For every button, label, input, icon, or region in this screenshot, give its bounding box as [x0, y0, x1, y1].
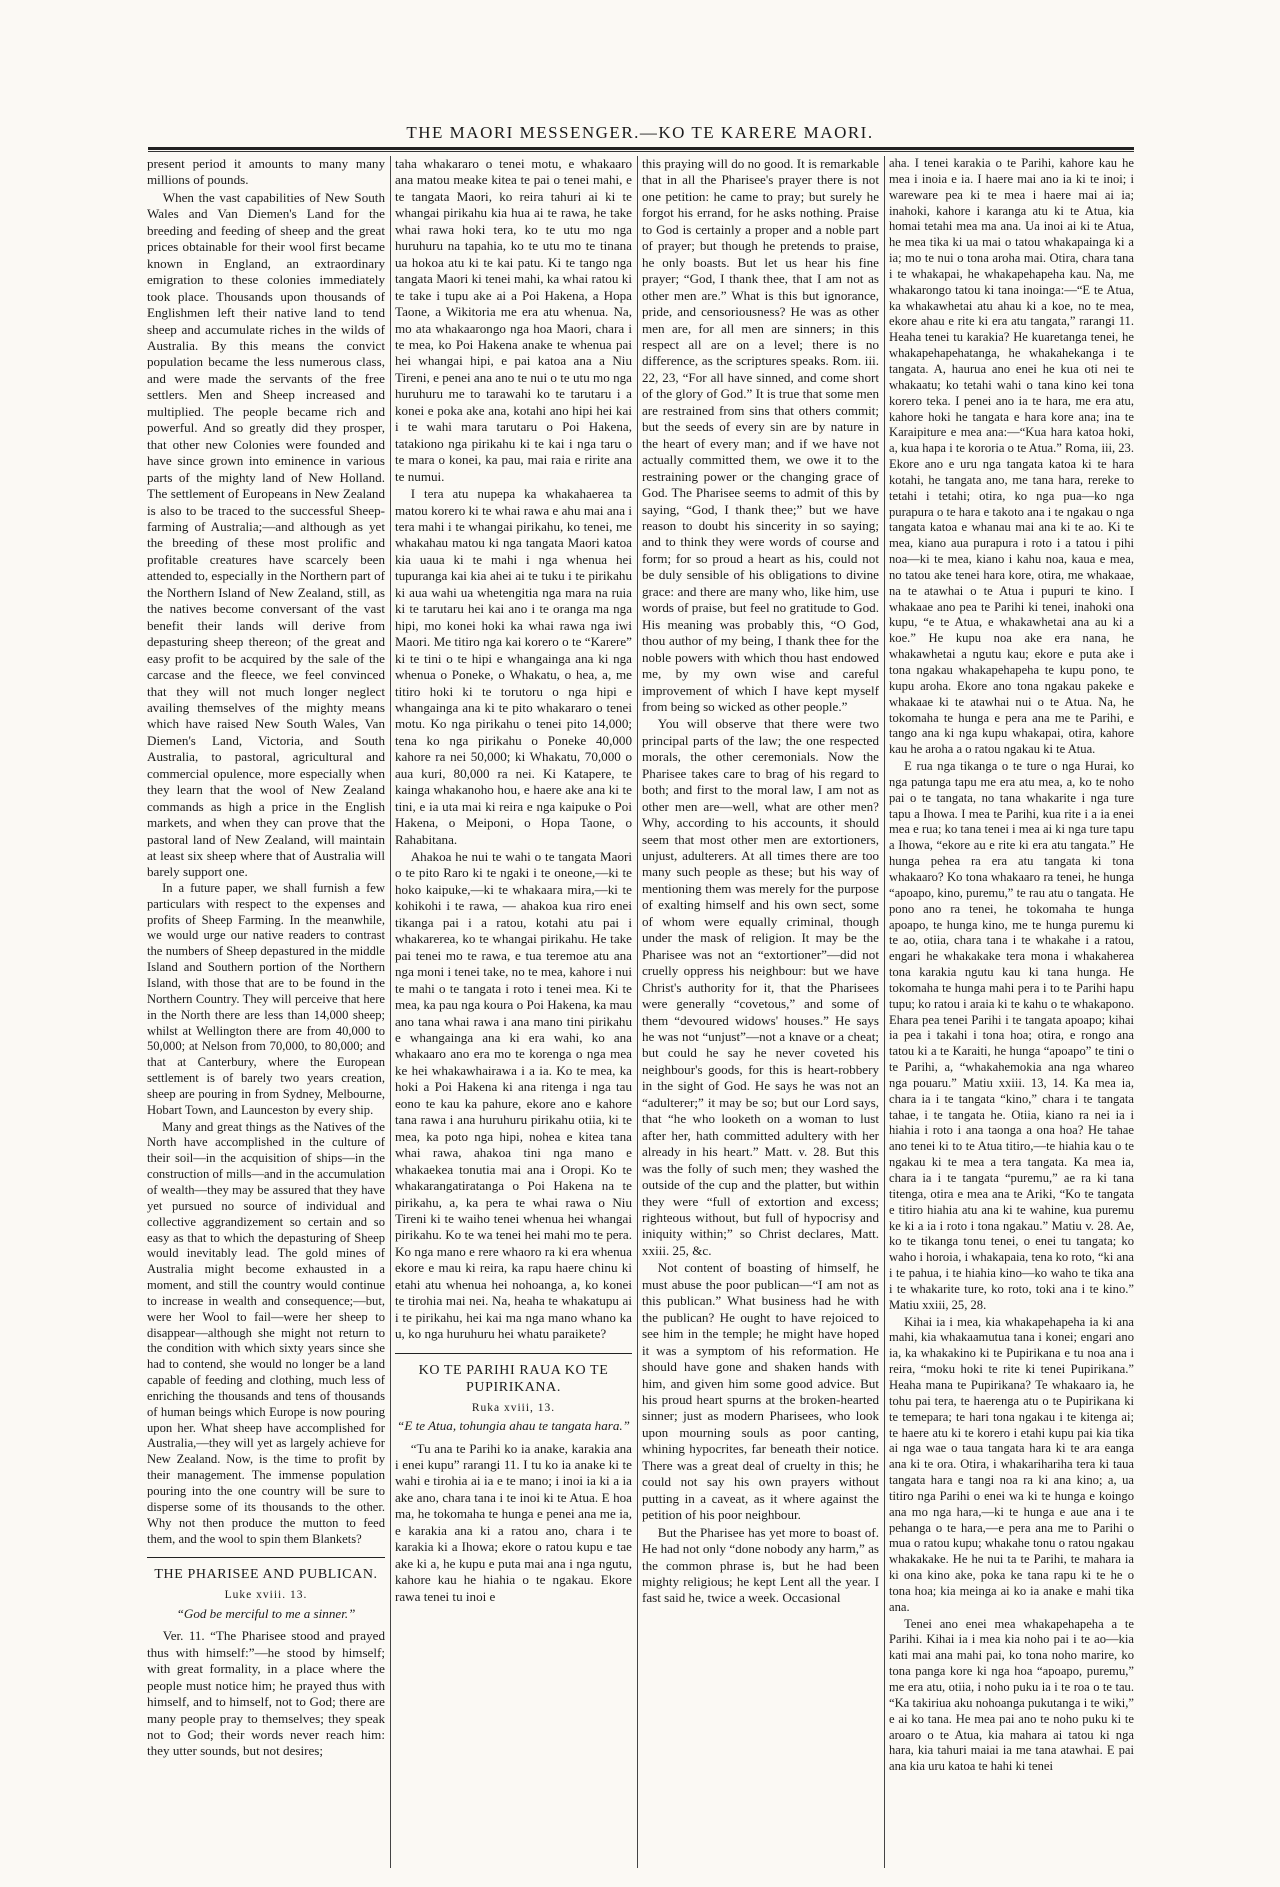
- paragraph: Many and great things as the Natives of the North have accomplished in the culture of their soil—in the acquisition of ships—in the construction of mills—and in the accumulation of wealth—they may be assured that they have yet pursued no source of individual and collective aggrandizement so certain and so easy as that to which the depasturing of Sheep would inevitably lead. The gold mines of Australia might become exhausted in a moment, and still the country would continue to increase in wealth and consequence;—but, were her Wool to fail—were her sheep to disappear—although she might not return to the condition with which sixty years since she had to contend, she would no longer be a land capable of feeding and clothing, much less of enriching the thousands and tens of thousands of human beings which Europe is now pouring upon her. What sheep have accomplished for Australia,—they will yet as largely achieve for New Zealand. Now, is the time to profit by their management. The immense population pouring into the one country will be sure to disperse some of its thousands to the other. Why not then produce the mutton to feed them, and the wool to spin them Blankets?: [147, 1119, 385, 1546]
- paragraph: Kihai ia i mea, kia whakapehapeha ia ki ana mahi, kia whakaamutua tana i konei; engari ano ia, ka whakakino ki te Pupirikana e tu noa ana i reira, “moku hoki te rite ki tenei Pupirikana.” Heaha mana te Pupirikana? Te whakaaro ia, he tohu pai tera, te haerenga atu o te Pupirikana ki te temepara; te hari tona ngakau i te kitenga ai; te haere atu ki te korero i etahi kupu pai kia tika ai nga wae o taua tangata hara ki te ara eanga ana ki te ora. Otira, i whakarihariha tera ki taua tangata hara e tangi noa ra ki ana kino; a, ua titiro nga Parihi o enei wa ki te hunga e koingo ana mo nga hara,—ki te hunga e aue ana i te pehanga o te hara,—e pera ana me to Parihi o mua o ratou kupu; whakahe tonu o ratou ngakau whakakake. He he nui ta te Parihi, te mahara ia ki ona kino ake, poka ke tana rapu ki te he o tona hoa; kia meinga ai ko ia anake e mahi tika ana.: [889, 1314, 1134, 1614]
- paragraph: “Tu ana te Parihi ko ia anake, karakia ana i enei kupu” rarangi 11. I tu ko ia anake ki te wahi e tirohia ai ia e te mano; i inoi ia ki a ia ake ano, chara tana i te inoi ki te Atua. E hoa ma, he tokomaha te hunga e penei ana me ia, e karakia ana ki a ratou ano, chara i te karakia ki a Ihowa; ekore o ratou kupu e tae ake ki a, he kupu e puta mai ana i nga ngutu, kahore kau he hiahia o te ngakau. Ekore rawa tenei tu inoi e: [395, 1440, 632, 1604]
- column-rule: [884, 156, 885, 1868]
- masthead-title: THE MAORI MESSENGER.—KO TE KARERE MAORI.: [406, 123, 874, 142]
- paragraph: When the vast capabilities of New South Wales and Van Diemen's Land for the breeding and feeding of sheep and the great prices obtainable for their wool first became known in England, an extraordinary emigration to these colonies immediately took place. Thousands upon thousands of Englishmen left their native land to tend sheep and accumulate riches in the wilds of Australia. By this means the convict population became the less numerous class, and were made the servants of the free settlers. Men and Sheep increased and multiplied. The people became rich and powerful. And so greatly did they prosper, that other new Colonies were founded and have since grown into eminence in various parts of the mighty land of New Holland. The settlement of Europeans in New Zealand is also to be traced to the successful Sheep-farming of Australia;—and although as yet the breeding of these most prolific and profitable creatures have scarcely been attended to, especially in the Northern part of the Northern Island of New Zealand, still, as the natives become conversant of the vast benefit their lands will derive from depasturing sheep thereon; of the great and easy profit to be acquired by the sale of the carcase and the fleece, we feel convinced that they will not much longer neglect availing themselves of the mighty means which have raised New South Wales, Van Diemen's Land, Victoria, and South Australia, to pastoral, agricultural and commercial opulence, more especially when they learn that the wool of New Zealand commands as high a price in the English markets, and when they can prove that the pastoral land of New Zealand, will maintain at least six sheep where that of Australia will barely support one.: [147, 189, 385, 880]
- section-rule: [147, 1557, 385, 1558]
- paragraph: present period it amounts to many many millions of pounds.: [147, 156, 385, 188]
- column-rule: [390, 156, 391, 1868]
- section-title: THE PHARISEE AND PUBLICAN.: [154, 1567, 378, 1583]
- paragraph: E rua nga tikanga o te ture o nga Hurai, ko nga patunga tapu me era atu mea, a, ko te noho pai o te tangata, no tana whakarite i nga ture tapu a Ihowa. I mea te Parihi, kua rite i a ia enei mea e rua; ko tana tenei i mea ai ki nga ture tapu a Ihowa, “ekore au e rite ki era atu tangata.” He hunga pehea ra era atu tangata ki tona whakaaro? Ko tona whakaaro ra tenei, he hunga “apoapo, kino, puremu,” te rau atu o tangata. He pono ano ra tenei, he tokomaha te hunga apoapo, te hunga kino, me te hunga puremu ki te ao, otiia, chara tana i te whakahe i a ratou, engari he whakakake tera mona i whakaherea tona karakia ngutu kau ki tana hunga. He tokomaha te hunga mahi pera i to te Parihi hapu tupu; ko ratou i araia ki te kahu o te whakapono. Ehara pea tenei Parihi i te tangata apoapo; kihai ia pea i takahi i tona hoa; otira, e rongo ana tatou ki a te Karaiti, he hunga “apoapo” te tini o te Parihi, a, “whakahemokia ana nga whareo nga pouaru.” Matiu xxiii. 13, 14. Ka mea ia, chara ia i te tangata “kino,” chara i te tangata tahae, i te tangata he. Otiia, kiano ra nei ia i hiahia i roto i ana taonga a ona hoa? He tahae ano tenei ki to te Atua titiro,—te hiahia kau o te ngakau ki te mea a tera tangata. Ka mea ia, chara ia i te tangata “puremu,” ae ra ki tana titenga, otira e mea ana te Ariki, “Ko te tangata e titiro hiahia atu ana ki te wahine, kua puremu ke ki a ia i roto i tona ngakau.” Matiu v. 28. Ae, ko te tikanga tonu tenei, o enei tu tangata; ko waho i horoia, i whakapaia, tena ko roto, “ki ana i te pahua, i te hiahia kino—ko waho te tika ana i te whakarite ture, ko roto, toki ana i te kino.” Matiu xxiii, 25, 28.: [889, 759, 1134, 1312]
- paragraph: taha whakararo o tenei motu, e whakaaro ana matou meake kitea te pai o tenei mahi, e te tangata Maori, ko reira tahuri ai ki te whangai pirikahu kia hua ai te rawa, he take whai rawa hoki tera, ko te utu mo nga huruhuru na tapahia, ko te utu mo te tinana ua hokoa atu ki te kai patu. Ki te tango nga tangata Maori ki tenei mahi, ka whai ratou ki te take i tupu ake ai a Poi Hakena, a Hopa Taone, a Wikitoria me era atu whenua. Na, mo ata whakaarongo nga hoa Maori, chara i te mea, ko Poi Hakena anake te whenua pai hei whangai hipi, e pai katoa ana a Niu Tireni, e penei ana ano te nui o te utu mo nga huruhuru me to tarawahi ko te tarutaru i a konei e poka ake ana, kotahi ano hipi hei kai i te wahi mara tarutaru o Poi Hakena, tatakiono nga pirikahu ki te kai i nga taru o te mara o konei, ka pau, mai raia e ririte ana te numui.: [395, 156, 632, 484]
- column-3-english: [642, 156, 879, 1871]
- scripture-text: “E te Atua, tohungia ahau te tangata hara.”: [397, 1418, 630, 1434]
- paragraph: But the Pharisee has yet more to boast of. He had not only “done nobody any harm,” as the common phrase is, but he had been mighty religious; he kept Lent all the year. I fast said he, twice a week. Occasional: [642, 1524, 879, 1606]
- scripture-reference: Ruka xviii, 13.: [471, 1401, 556, 1414]
- paragraph: I tera atu nupepa ka whakahaerea ta matou korero ki te whai rawa e ahu mai ana i tera mahi i te whangai pirikahu, ko tenei, me whakahau matou ki nga tangata Maori katoa kia uaua ki te mahi i nga whenua hei tupuranga kai kia ahei ai te tuku i te pirikahu ki aua wahi ua whetengitia nga mara na ruia ki te tarutaru hei kai ano i te oranga ma nga hipi, mo konei hoki ka whai rawa nga iwi Maori. Me titiro nga kai korero o te “Karere” ki te tini o te hipi e whangainga ana ki nga whenua o Poneke, o Whakatu, o hea, a, me titiro hoki ki te torutoru o nga hipi e whangainga ana ki te pito whakararo o tenei motu. Ko nga pirikahu o tenei pito 14,000; tena ko nga pirikahu o Poneke 40,000 kahore ra nei 50,000; ki Whakatu, 70,000 o aua kuri, 80,000 ra nei. Ki Katapere, te kainga whakanoho hou, e haere ake ana ki te tini, e ia uta mai ki reira e nga kaipuke o Poi Hakena, o Meiponi, o Hopa Taone, o Rahabitana.: [395, 486, 632, 847]
- column-2-maori: [395, 156, 632, 1871]
- header-rule: [148, 147, 1134, 150]
- section-rule: [395, 1353, 632, 1354]
- paragraph: Ver. 11. “The Pharisee stood and prayed thus with himself:”—he stood by himself; with great formality, in a place where the people must notice him; he prayed thus with himself, and to himself, not to God; there are many people pray to themselves; they speak not to God; their words never reach him: they utter sounds, but not desires;: [147, 1628, 385, 1759]
- column-rule: [637, 156, 638, 1868]
- header-rule-thin: [148, 151, 1134, 152]
- scripture-reference: Luke xviii. 13.: [224, 1589, 308, 1602]
- section-title: KO TE PARIHI RAUA KO TE PUPIRIKANA.: [418, 1362, 609, 1395]
- column-4-maori: [889, 156, 1134, 1871]
- paragraph: You will observe that there were two principal parts of the law; the one respected morals, the other ceremonials. Now the Pharisee takes care to brag of his regard to both; and first to the moral law, I am not as other men are—well, what are other men? Why, according to his accounts, it should seem that most other men are extortioners, unjust, adulterers. At all times there are too many such people as these; but his way of mentioning them was merely for the purpose of exalting himself and his own sect, some of whom were equally criminal, though under the mask of religion. It may be the Pharisee was not an “extortioner”—did not cruelly oppress his neighbour: but we have Christ's authority for it, that the Pharisees were generally “covetous,” and some of them “devoured widows' houses.” He says he was not “unjust”—not a knave or a cheat; but could he say he never coveted his neighbour's goods, for this is heart-robbery in the sight of God. He says he was not an “adulterer;” it may be so; but our Lord says, that “he who looketh on a woman to lust after her, hath committed adultery with her already in his heart.” Matt. v. 28. But this was the folly of such men; they washed the outside of the cup and the platter, but within they were “full of extortion and excess; righteous without, but full of hypocrisy and iniquity within;” so Christ declares, Matt. xxiii. 25, &c.: [642, 716, 879, 1258]
- paragraph: In a future paper, we shall furnish a few particulars with respect to the expenses and profits of Sheep Farming. In the meanwhile, we would urge our native readers to contrast the numbers of Sheep depastured in the middle Island and Southern portion of the Northern Island, with those that are to be found in the Northern Country. They will perceive that here in the North there are less than 14,000 sheep; whilst at Wellington there are from 40,000 to 50,000; at Nelson from 70,000, to 80,000; and that at Canterbury, where the European settlement is of barely two years creation, sheep are pouring in from Sydney, Melbourne, Hobart Town, and Launceston by every ship.: [147, 880, 385, 1117]
- column-1-english: [147, 156, 385, 1871]
- paragraph: aha. I tenei karakia o te Parihi, kahore kau he mea i inoia e ia. I haere mai ano ia ki te inoi; i wareware pea ki te mea i haere mai ai ia; inahoki, kahore i karanga atu ki te Atua, kia homai tetahi mea ma ana. Ua inoi ai ki te Atua, he mea tika ki ua mai o tatou whakapainga ki a ia; mo te nui o tona aroha mai. Otira, chara tana i te whakapai, he whakapehapeha kau. Na, me whakarongo tatou ki tana inoinga:—“E te Atua, ka whakawhetai atu ahau ki a koe, no te mea, ekore ahau e rite ki era atu tangata,” rarangi 11. Heaha tenei tu karakia? He kuaretanga tenei, he whakapehapehatanga, he whakahekanga i te tangata. A, haurua ano enei he kua oti nei te whakaatu; ko tetahi wahi o tana kino kei tona korero teka. I penei ano ia te hara, me era atu, kahore hoki he tangata e hara kore ana; ina te Karaipiture e mea ana:—“Kua hara katoa hoki, a, kua hapa i te kororia o te Atua.” Roma, iii, 23. Ekore ano e uru nga tangata katoa ki te hara kotahi, he tangata ano, me tana hara, rereke to tetahi i tetahi; otira, ko nga pua—ko nga purapura o te hara e takoto ana i te ngakau o nga tangata katoa e whanau mai ana ki te ao. Ki te mea, kiano aua purapura i roto i a tatou i pihi noa—ki te mea, kiano i kahu noa, kaua e mea, no tatou ake tenei hara kore, otira, me whakaae, na te atawhai o te Atua i pupuri te kino. I whakaae ano pea te Parihi ki tenei, inahoki ona kupu, “e te Atua, e whakawhetai ana au ki a koe.” He kupu noa ake era nana, he whakawhetai a ngutu kau; ekore e puta ake i tona ngakau whakapehapeha te kupu pono, te kupu aroha. Ekore ano tona ngakau pakeke e whakaae ki te atawhai nui o te Atua. Na, he tokomaha te hunga e pera ana me te Parihi, e tango ana ki nga kupu whakapai, otira, kahore kau he aroha a o ratou ngakau ki te Atua.: [889, 156, 1134, 757]
- paragraph: Ahakoa he nui te wahi o te tangata Maori o te pito Raro ki te ngaki i te oneone,—ki te hoko kaipuke,—ki te whakaara mira,—ki te kohikohi i te rawa, — ahakoa kua riro enei tikanga pai i a ratou, kotahi atu pai i whakarerea, ko te whangai pirikahu. He take pai tenei mo te rawa, e tua teremoe atu ana nga moni i tenei take, no te mea, kahore i nui te mahi o te tangata i roto i tenei mea. Ki te mea, ka pau nga koura o Poi Hakena, ka mau ano tana whai rawa i ana mano tini pirikahu e whangainga ana ki era wahi, ko ana whakaaro ano era mo te korenga o nga mea ke hei whakawhairawa i a ia. Ko te mea, ka hoki a Poi Hakena ki ana ritenga i nga tau eono te kau ka pahure, ekore ano e kahore tana rawa i ana huruhuru pirikahu otiia, ki te mea, ka poto nga hipi, nohea e kitea tana whai rawa, ahakoa tini nga mano e whakaekea tonutia mai ana i Oropi. Ko te whakarangatiratanga o Poi Hakena na te pirikahu, a, ka pera te whai rawa o Niu Tireni ki te waiho tenei whenua hei whangai pirikahu. Ko te wa tenei hei mahi mo te pera. Ko nga mano e rere whaoro ra ki era whenua ekore e mau ki reira, ka rapu haere chinu ki etahi atu whenua hei nohoanga, a, ko konei te tirohia mai nei. Na, heaha te whakatupu ai i te pirikahu, hei kai ma nga mano whano ka u, ko nga huruhuru hei whatu paraikete?: [395, 849, 632, 1342]
- paragraph: this praying will do no good. It is remarkable that in all the Pharisee's prayer there is not one petition: he came to pray; but surely he forgot his errand, for he asks nothing. Praise to God is certainly a proper and a noble part of prayer; but though he pretends to praise, he only boasts. But let us hear his fine prayer; “God, I thank thee, that I am not as other men are.” What is this but ignorance, pride, and censoriousness? He was as other men are, for all men are sinners; in this respect all are on a level; there is no difference, as the scriptures speaks. Rom. iii. 22, 23, “For all have sinned, and come short of the glory of God.” It is true that some men are restrained from sins that others commit; but the seeds of every sin are by nature in the heart of every man; and if we have not actually committed them, we owe it to the restraining power or the changing grace of God. The Pharisee seems to admit of this by saying, “God, I thank thee;” but we have reason to doubt his sincerity in so saying; and to think they were words of course and form; for so proud a heart as his, could not be duly sensible of his obligations to divine grace: and there are many who, like him, use words of praise, but feel no gratitude to God. His meaning was probably this, “O God, thou author of my being, I thank thee for the noble powers with which thou hast endowed me, by my own wise and careful improvement of which I have kept myself from being so wicked as other people.”: [642, 156, 879, 714]
- paragraph: Tenei ano enei mea whakapehapeha a te Parihi. Kihai ia i mea kia noho pai i te ao—kia kati mai ana mahi pai, ko tona noho marire, ko tona panga kore ki nga hoa “apoapo, puremu,” me era atu, otiia, i noho puku ia i te roa o te tau. “Ka takiriua aku nohoanga pukutanga i te wiki,” e ai ko tana. He mea pai ano te noho puku ki te aroaro o te Atua, kia mahara ai tatou ki nga hara, kia tahuri maiai ia me tana atawhai. E pai ana kia uru katoa te hahi ki tenei: [889, 1616, 1134, 1774]
- paragraph: Not content of boasting of himself, he must abuse the poor publican—“I am not as this publican.” What business had he with the publican? He ought to have rejoiced to see him in the temple; he might have hoped it was a symptom of his reformation. He should have gone and shaken hands with him, and given him some good advice. But his proud heart spurns at the broken-hearted sinner; just as modern Pharisees, who look upon mourning souls as poor canting, whining hypocrites, far beneath their notice. There was a great deal of cruelty in this; he could not say his own prayers without putting in a caveat, as it where against the petition of his poor neighbour.: [642, 1260, 879, 1523]
- scripture-text: “God be merciful to me a sinner.”: [176, 1605, 356, 1621]
